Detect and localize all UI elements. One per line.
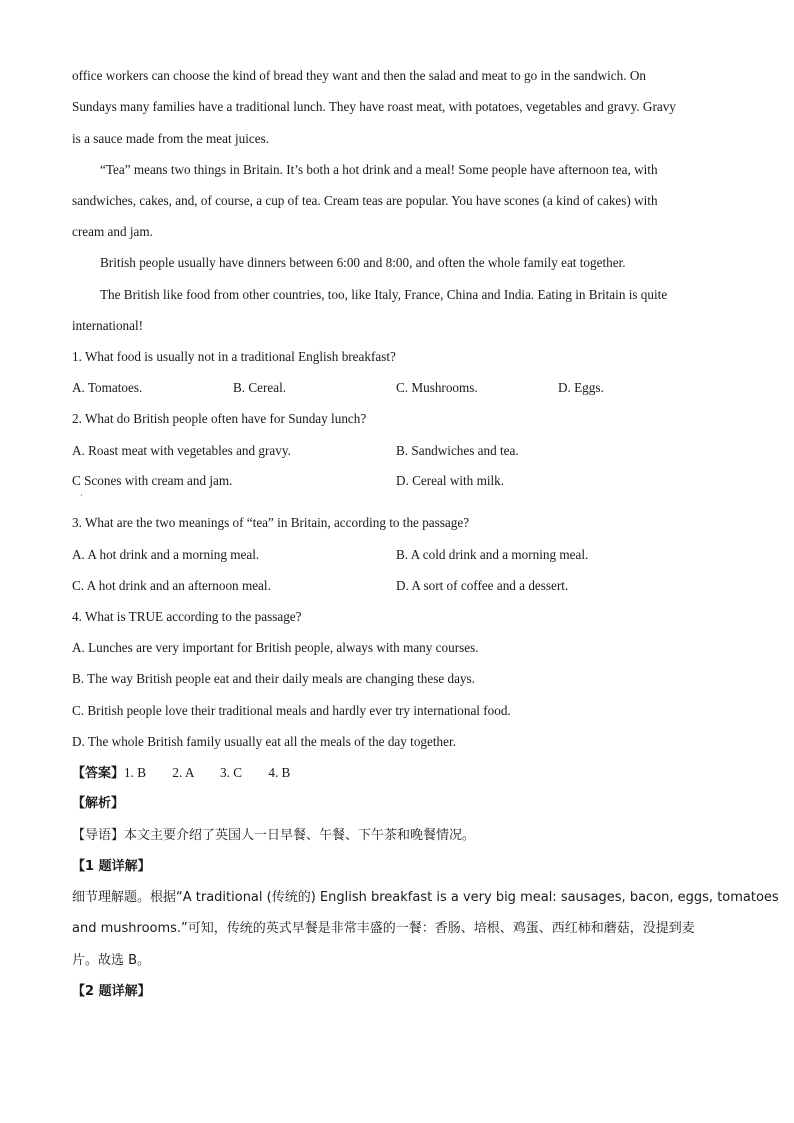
- option-c: C. Mushrooms.: [396, 380, 478, 395]
- option-a: A. Lunches are very important for British people, always with many courses.: [72, 640, 479, 655]
- passage-line: “Tea” means two things in Britain. It’s both a hot drink and a meal! Some people have afternoon tea, with: [100, 162, 658, 177]
- passage-line: sandwiches, cakes, and, of course, a cup of tea. Cream teas are popular. You have scones (a kind of cakes) with: [72, 193, 658, 208]
- option-a: A. Tomatoes.: [72, 380, 143, 395]
- q1-detail-line: 细节理解题。根据“A traditional (传统的) English breakfast is a very big meal: sausages, bacon, eggs, tomatoes: [72, 890, 779, 905]
- answer-values: 1. B 2. A 3. C 4. B: [124, 765, 291, 780]
- passage-line: office workers can choose the kind of bread they want and then the salad and meat to go in the sandwich. On: [72, 68, 646, 83]
- option-c: C. British people love their traditional meals and hardly ever try international food.: [72, 703, 511, 718]
- passage-line: international!: [72, 318, 144, 333]
- passage-line: is a sauce made from the meat juices.: [72, 131, 270, 146]
- q1-detail-line: 片。故选 B。: [72, 953, 151, 968]
- q2-detail-title: 【2 题详解】: [72, 984, 151, 999]
- option-a: A. Roast meat with vegetables and gravy.: [72, 443, 291, 458]
- passage-line: Sundays many families have a traditional lunch. They have roast meat, with potatoes, vegetables and gravy. Gravy: [72, 99, 676, 114]
- option-b: B. The way British people eat and their daily meals are changing these days.: [72, 671, 475, 686]
- option-c: C. A hot drink and an afternoon meal.: [72, 578, 271, 593]
- answer-label: 【答案】: [72, 766, 125, 781]
- q1-detail-line: and mushrooms.”可知，传统的英式早餐是非常丰盛的一餐：香肠、培根、鸡蛋、西红柿和蘑菇，没提到麦: [72, 921, 695, 936]
- option-d: D. The whole British family usually eat all the meals of the day together.: [72, 734, 456, 749]
- guide-text: 【导语】本文主要介绍了英国人一日早餐、午餐、下午茶和晚餐情况。: [72, 828, 476, 843]
- option-d: D. A sort of coffee and a dessert.: [396, 578, 569, 593]
- answer-line: [72, 764, 290, 783]
- passage-line: The British like food from other countries, too, like Italy, France, China and India. Eating in Britain is quite: [100, 287, 668, 302]
- option-b: B. Cereal.: [233, 380, 287, 395]
- stray-dot: ·: [80, 491, 83, 500]
- option-c: C Scones with cream and jam.: [72, 473, 233, 488]
- question-stem: 4. What is TRUE according to the passage?: [72, 609, 302, 624]
- option-b: B. Sandwiches and tea.: [396, 443, 519, 458]
- q1-detail-title: 【1 题详解】: [72, 859, 151, 874]
- analysis-label: 【解析】: [72, 796, 125, 811]
- option-d: D. Eggs.: [558, 380, 604, 395]
- option-d: D. Cereal with milk.: [396, 473, 505, 488]
- question-stem: 2. What do British people often have for Sunday lunch?: [72, 411, 367, 426]
- question-stem: 1. What food is usually not in a traditional English breakfast?: [72, 349, 396, 364]
- question-stem: 3. What are the two meanings of “tea” in Britain, according to the passage?: [72, 515, 470, 530]
- option-a: A. A hot drink and a morning meal.: [72, 547, 260, 562]
- passage-line: cream and jam.: [72, 224, 153, 239]
- option-b: B. A cold drink and a morning meal.: [396, 547, 589, 562]
- passage-line: British people usually have dinners between 6:00 and 8:00, and often the whole family eat together.: [100, 255, 626, 270]
